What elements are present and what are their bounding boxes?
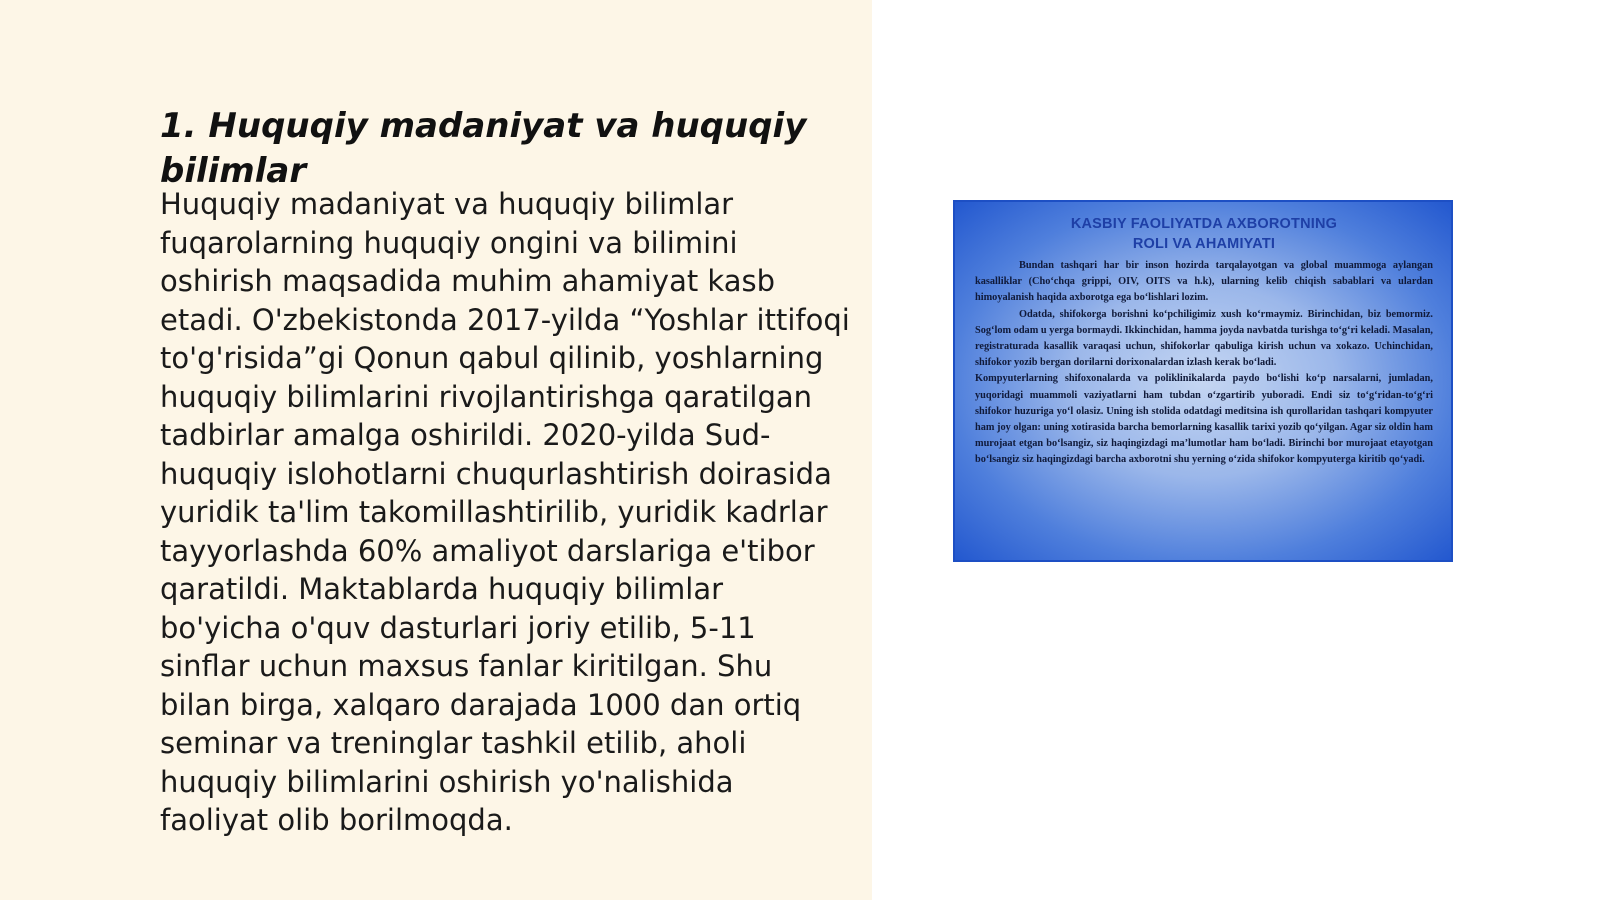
image-title-line2: ROLI VA AHAMIYATI [1132, 236, 1276, 252]
image-paragraph: Bundan tashqari har bir inson hozirda tarqalayotgan va global muammoga aylangan kasalliklar (Cho‘chqa grippi, OIV, OITS va h.k), ularning kelib chiqish sabablari va ulardan himoyalanish haqida axborotga ega bo‘lishlari lozim. [975, 260, 1433, 304]
image-paragraph: Kompyuterlarning shifoxonalarda va poliklinikalarda paydo bo‘lishi ko‘p narsalarni, jumladan, yuqoridagi muammoli vaziyatlarni ham tubdan o‘zgartirib yuboradi. Endi siz to‘g‘ridan-to‘g‘ri shifokor huzuriga yo‘l olasiz. Uning ish stolida odatdagi meditsina ish qurollaridan tashqari kompyuter ham joy olgan: uning xotirasida barcha bemorlarning kasallik tarixi yozib qo‘yilgan. Agar siz oldin ham murojaat etgan bo‘lsangiz, siz haqingizdagi ma’lumotlar ham bo‘ladi. Birinchi bor murojaat etayotgan bo‘lsangiz siz haqingizdagi barcha axborotni shu yerning o‘zida shifokor kompyuterga kiritib qo‘yadi. [975, 373, 1433, 466]
image-title-line1: KASBIY FAOLIYATDA AXBOROTNING [1070, 216, 1338, 232]
slide-body-text: Huquqiy madaniyat va huquqiy bilimlar fuqarolarning huquqiy ongini va bilimini oshirish maqsadida muhim ahamiyat kasb etadi. O'zbekistonda 2017-yilda “Yoshlar ittifoqi to'g'risida”gi Qonun qabul qilinib, yoshlarning huquqiy bilimlarini rivojlantirishga qaratilgan tadbirlar amalga oshirildi. 2020-yilda Sud-huquqiy islohotlarni chuqurlashtirish doirasida yuridik ta'lim takomillashtirilib, yuridik kadrlar tayyorlashda 60% amaliyot darslariga e'tibor qaratildi. Maktablarda huquqiy bilimlar bo'yicha o'quv dasturlari joriy etilib, 5-11 sinflar uchun maxsus fanlar kiritilgan. Shu bilan birga, xalqaro darajada 1000 dan ortiq seminar va treninglar tashkil etilib, aholi huquqiy bilimlarini oshirish yo'nalishida faoliyat olib borilmoqda. [160, 187, 850, 837]
image-paragraph: Odatda, shifokorga borishni ko‘pchiligimiz xush ko‘rmaymiz. Birinchidan, biz bemormiz. Sog‘lom odam u yerga bormaydi. Ikkinchidan, hamma joyda navbatda turishga to‘g‘ri keladi. Masalan, registraturada kasallik varaqasi uchun, shifokorlar qabuliga kirish uchun va xokazo. Uchinchidan, shifokor yozib bergan dorilarni dorixonalardan izlash kerak bo‘ladi. [975, 308, 1433, 369]
embedded-text-image [953, 200, 1453, 562]
slide-heading: 1. Huquqiy madaniyat va huquqiy bilimlar [160, 106, 807, 191]
image-title [975, 214, 1433, 254]
